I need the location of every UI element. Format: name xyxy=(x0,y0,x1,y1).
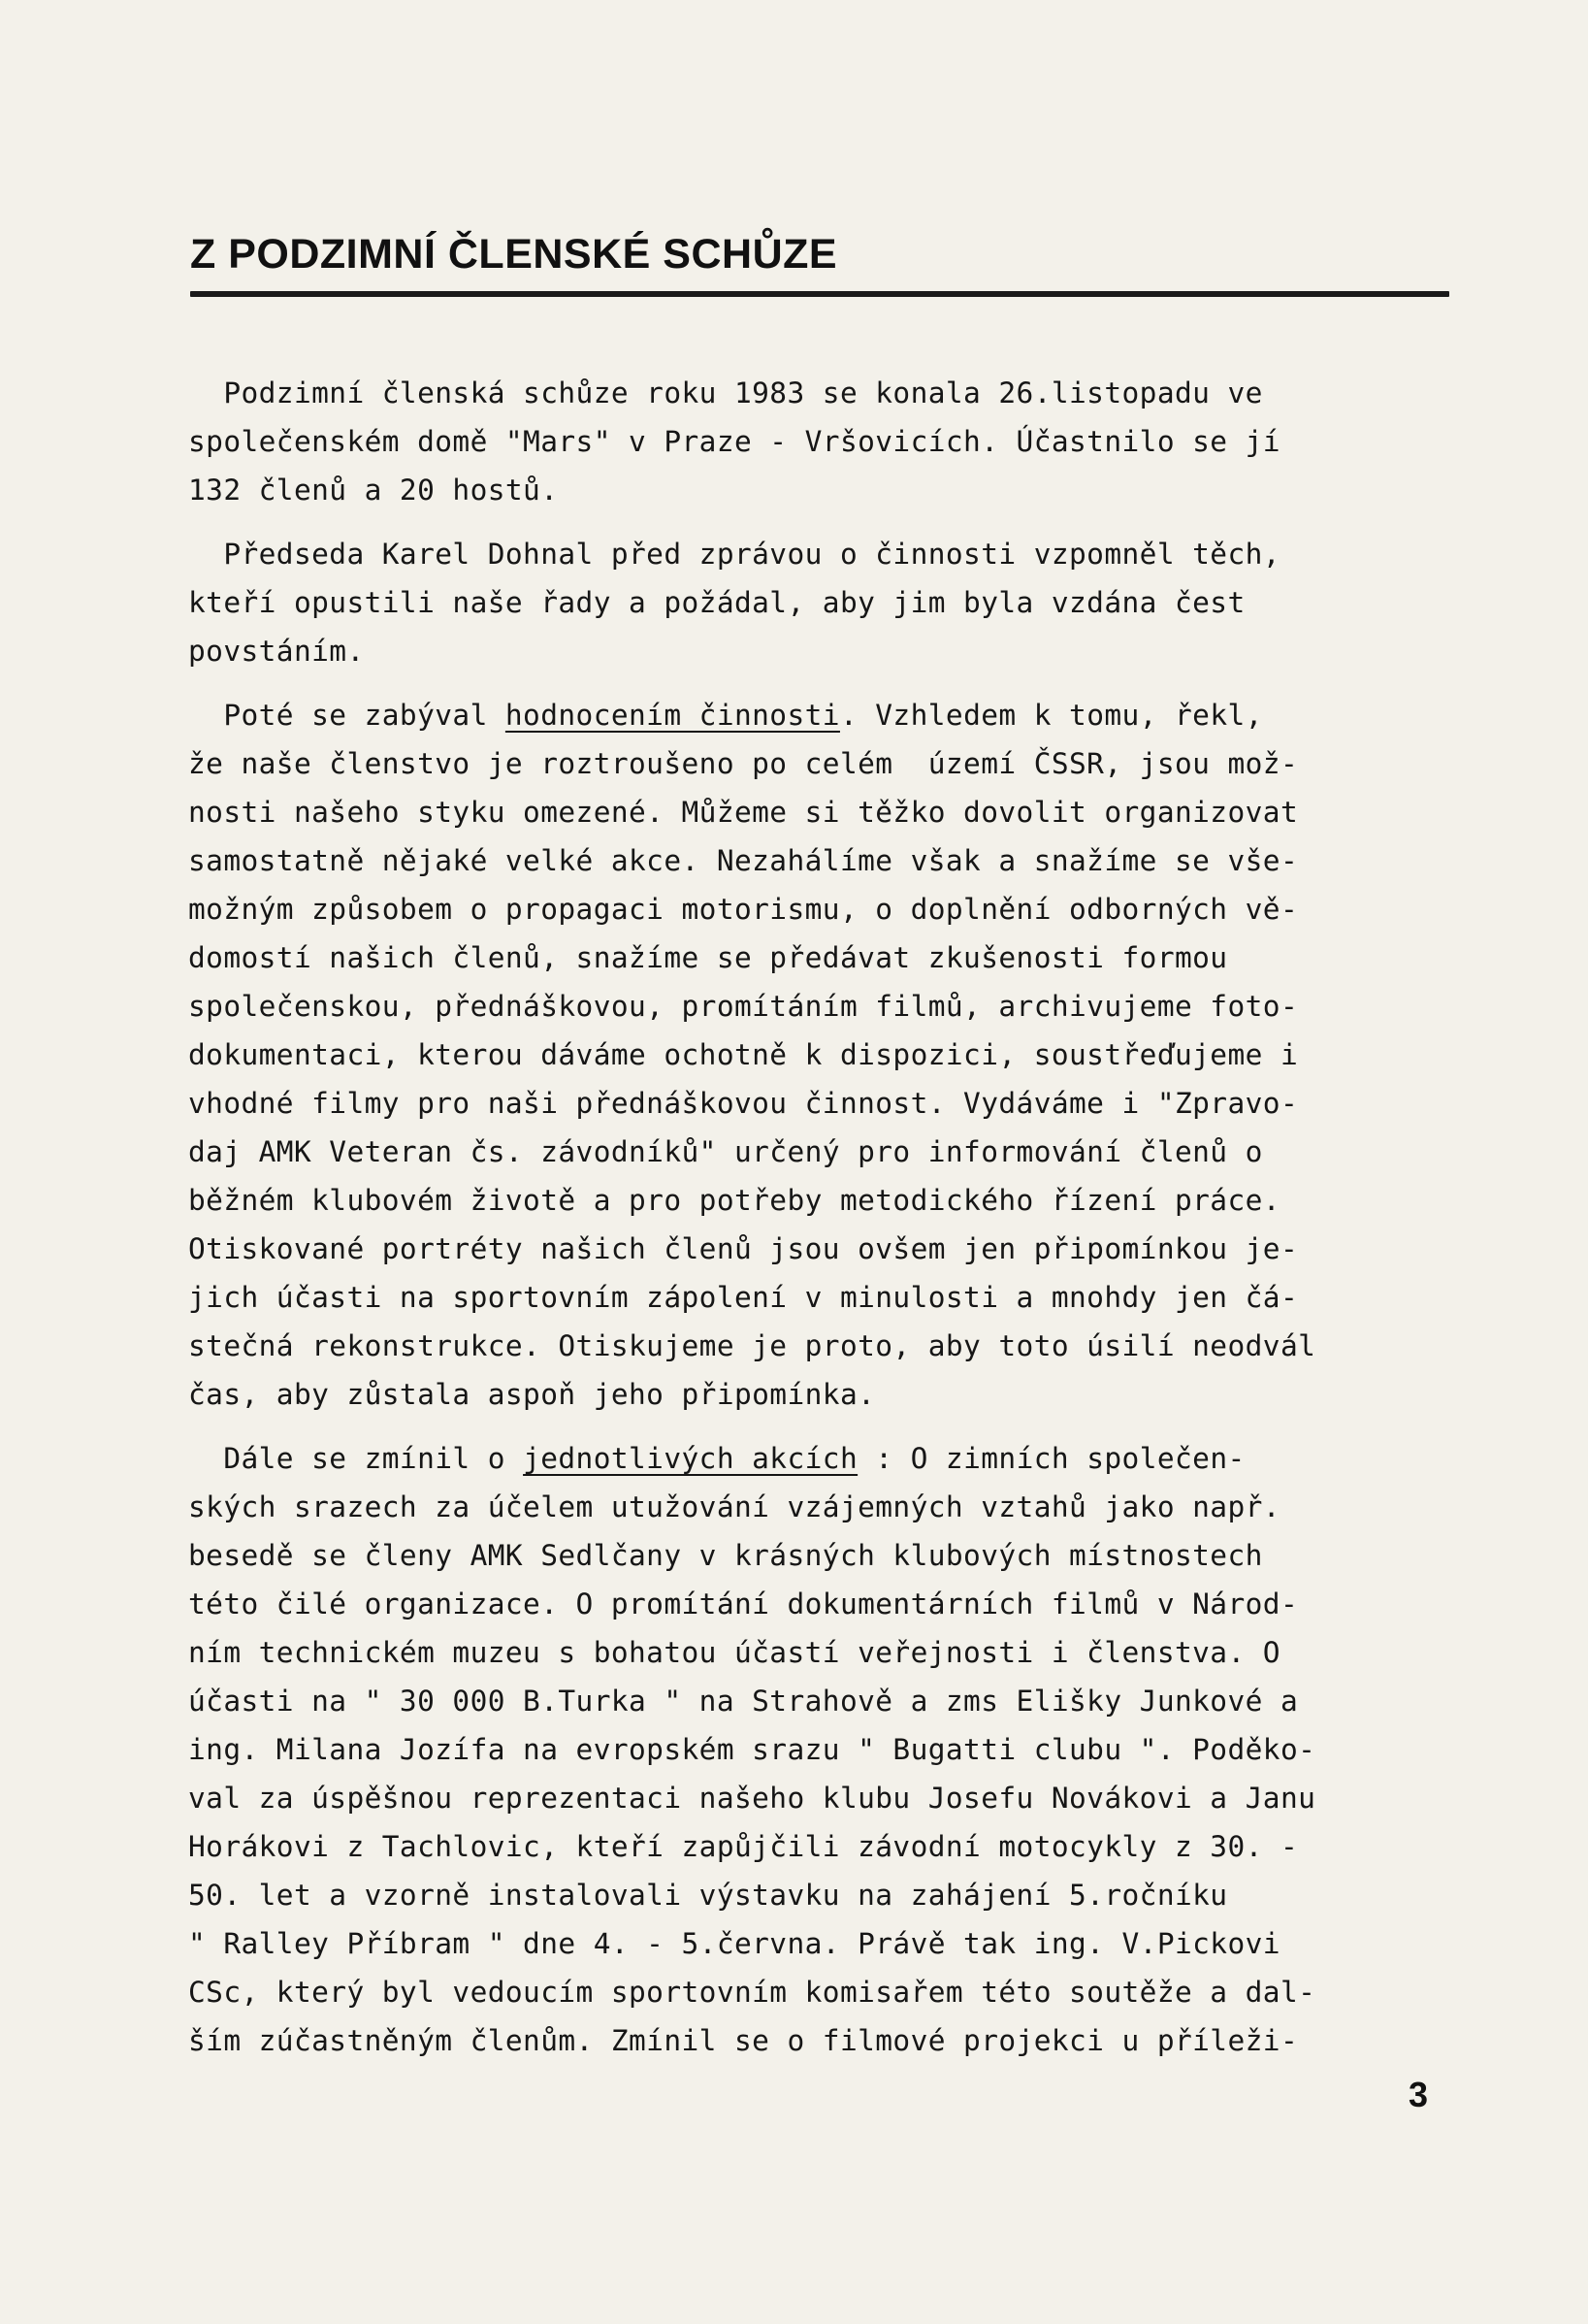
text-line xyxy=(188,1822,1459,1871)
text-line xyxy=(188,1434,1459,1483)
text-run: této čilé organizace. O promítání dokumentárních filmů v Národ- xyxy=(188,1588,1299,1620)
text-run: společenském domě "Mars" v Praze - Vršovicích. Účastnilo se jí xyxy=(188,425,1280,458)
text-line xyxy=(188,1176,1459,1225)
text-run: Podzimní členská schůze roku 1983 se konala 26.listopadu ve xyxy=(188,376,1263,409)
page-number: 3 xyxy=(1409,2075,1429,2114)
text-line xyxy=(188,417,1459,466)
text-run: Otiskované portréty našich členů jsou ovšem jen připomínkou je- xyxy=(188,1232,1299,1265)
text-run: " Ralley Příbram " dne 4. - 5.června. Právě tak ing. V.Pickovi xyxy=(188,1927,1280,1960)
text-run: jich účasti na sportovním zápolení v minulosti a mnohdy jen čá- xyxy=(188,1281,1299,1314)
text-line xyxy=(188,1580,1459,1628)
text-run: Poté se zabýval xyxy=(188,699,505,732)
text-line xyxy=(188,1677,1459,1725)
text-run: společenskou, přednáškovou, promítáním filmů, archivujeme foto- xyxy=(188,990,1299,1023)
title-underline-rule xyxy=(190,291,1449,297)
text-line xyxy=(188,691,1459,739)
text-run: účasti na " 30 000 B.Turka " na Strahově a zms Elišky Junkové a xyxy=(188,1685,1299,1718)
text-line xyxy=(188,1725,1459,1774)
paragraph xyxy=(188,530,1459,675)
text-run: . Vzhledem k tomu, řekl, xyxy=(839,699,1263,732)
text-run: možným způsobem o propagaci motorismu, o doplnění odborných vě- xyxy=(188,893,1299,926)
text-run: daj AMK Veteran čs. závodníků" určený pro informování členů o xyxy=(188,1135,1263,1168)
text-run: : O zimních společen- xyxy=(858,1442,1246,1475)
text-run: kteří opustili naše řady a požádal, aby jim byla vzdána čest xyxy=(188,586,1246,619)
text-run: CSc, který byl vedoucím sportovním komisařem této soutěže a dal- xyxy=(188,1976,1316,2009)
text-line xyxy=(188,1968,1459,2016)
text-line xyxy=(188,1079,1459,1128)
text-line xyxy=(188,1483,1459,1531)
paragraph xyxy=(188,369,1459,514)
text-line xyxy=(188,1919,1459,1968)
text-run: ším zúčastněným členům. Zmínil se o filmové projekci u příleži- xyxy=(188,2024,1299,2057)
text-run: běžném klubovém životě a pro potřeby metodického řízení práce. xyxy=(188,1184,1280,1217)
text-line xyxy=(188,1225,1459,1273)
text-run: val za úspěšnou reprezentaci našeho klubu Josefu Novákovi a Janu xyxy=(188,1782,1316,1815)
text-line xyxy=(188,530,1459,578)
text-line xyxy=(188,885,1459,933)
text-run: nosti našeho styku omezené. Můžeme si těžko dovolit organizovat xyxy=(188,796,1299,829)
text-run: ing. Milana Jozífa na evropském srazu " Bugatti clubu ". Poděko- xyxy=(188,1733,1316,1766)
text-line xyxy=(188,1628,1459,1677)
text-line xyxy=(188,1128,1459,1176)
text-run: dokumentaci, kterou dáváme ochotně k dispozici, soustřeďujeme i xyxy=(188,1038,1299,1071)
text-run: stečná rekonstrukce. Otiskujeme je proto, aby toto úsilí neodvál xyxy=(188,1329,1316,1362)
text-run: vhodné filmy pro naši přednáškovou činnost. Vydáváme i "Zpravo- xyxy=(188,1087,1299,1120)
text-run: Předseda Karel Dohnal před zprávou o činnosti vzpomněl těch, xyxy=(188,538,1280,571)
text-line xyxy=(188,1871,1459,1919)
underlined-phrase: jednotlivých akcích xyxy=(523,1442,859,1475)
text-run: ním technickém muzeu s bohatou účastí veřejnosti i členstva. O xyxy=(188,1636,1280,1669)
text-run: Horákovi z Tachlovic, kteří zapůjčili závodní motocykly z 30. - xyxy=(188,1830,1299,1863)
text-run: samostatně nějaké velké akce. Nezahálíme však a snažíme se vše- xyxy=(188,844,1299,877)
text-line xyxy=(188,1031,1459,1079)
text-line xyxy=(188,1322,1459,1370)
text-line xyxy=(188,1370,1459,1419)
text-run: Dále se zmínil o xyxy=(188,1442,524,1475)
text-line xyxy=(188,578,1459,627)
text-line xyxy=(188,933,1459,982)
text-line xyxy=(188,1273,1459,1322)
underlined-phrase: hodnocením činnosti xyxy=(504,699,840,732)
text-run: že naše členstvo je roztroušeno po celém území ČSSR, jsou mož- xyxy=(188,747,1299,780)
text-run: domostí našich členů, snažíme se předávat zkušenosti formou xyxy=(188,941,1228,974)
text-run: povstáním. xyxy=(188,635,365,668)
text-line xyxy=(188,1531,1459,1580)
paragraph xyxy=(188,691,1459,1419)
text-line xyxy=(188,466,1459,514)
text-line xyxy=(188,788,1459,836)
paragraph xyxy=(188,1434,1459,2065)
text-line xyxy=(188,369,1459,417)
article-body xyxy=(188,369,1459,2080)
text-line xyxy=(188,739,1459,788)
text-run: čas, aby zůstala aspoň jeho připomínka. xyxy=(188,1378,876,1411)
text-line xyxy=(188,982,1459,1031)
text-run: 132 členů a 20 hostů. xyxy=(188,474,559,507)
text-run: besedě se členy AMK Sedlčany v krásných klubových místnostech xyxy=(188,1539,1263,1572)
text-run: ských srazech za účelem utužování vzájemných vztahů jako např. xyxy=(188,1490,1280,1523)
text-line xyxy=(188,1774,1459,1822)
article-title: Z PODZIMNÍ ČLENSKÉ SCHŮZE xyxy=(190,231,838,278)
text-line xyxy=(188,2016,1459,2065)
text-run: 50. let a vzorně instalovali výstavku na zahájení 5.ročníku xyxy=(188,1879,1228,1912)
text-line xyxy=(188,836,1459,885)
text-line xyxy=(188,627,1459,675)
